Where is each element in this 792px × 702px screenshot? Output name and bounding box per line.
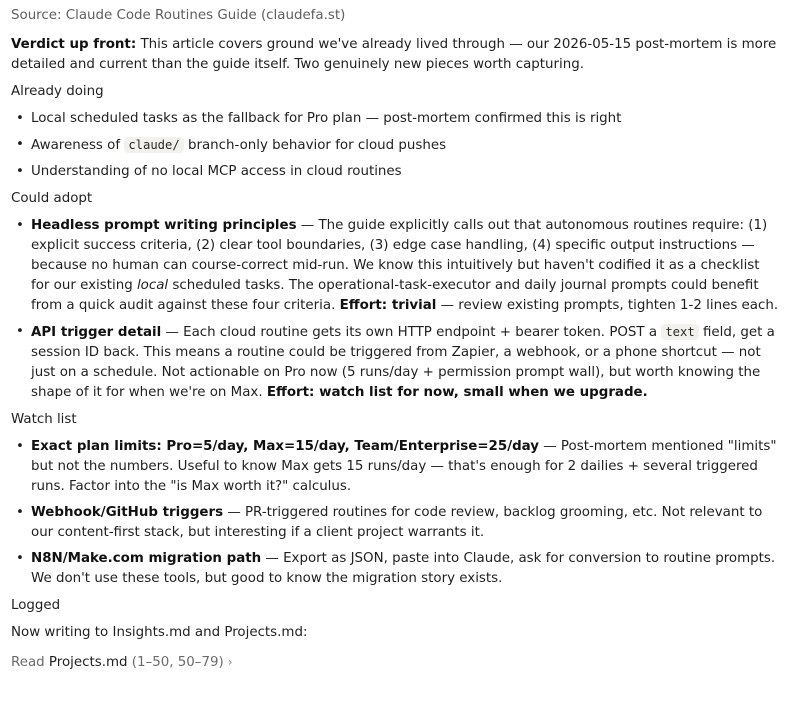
bullet-icon: •	[16, 164, 24, 179]
verdict-paragraph	[11, 35, 780, 75]
item-title: Webhook/GitHub triggers	[31, 505, 224, 520]
bullet-icon: •	[16, 218, 24, 233]
bullet-icon: •	[16, 137, 24, 152]
logged-paragraph: Now writing to Insights.md and Projects.md:	[11, 625, 308, 640]
effort-label: Effort: watch list for now, small when we upgrade.	[266, 385, 648, 400]
watch-list	[11, 437, 780, 589]
inline-code: claude/	[124, 137, 183, 153]
item-title: N8N/Make.com migration path	[31, 551, 262, 566]
list-item: • N8N/Make.com migration path — Export as JSON, paste into Claude, ask for conversion to routine prompts. We don't use these tools, but good to know the migration story exists.	[11, 549, 780, 589]
effort-label: Effort: trivial	[339, 298, 437, 313]
source-line: Source: Claude Code Routines Guide (claudefa.st)	[11, 8, 346, 23]
already-doing-list	[11, 109, 780, 182]
list-item: • Webhook/GitHub triggers — PR-triggered routines for code review, backlog grooming, etc. Not relevant to our content-first stack, but interesting if a client project warrants it.	[11, 503, 780, 543]
list-item: • Awareness of claude/ branch-only behavior for cloud pushes	[11, 135, 780, 156]
list-item: • Local scheduled tasks as the fallback for Pro plan — post-mortem confirmed this is right	[11, 109, 780, 129]
bullet-icon: •	[16, 551, 24, 566]
inline-code: text	[661, 324, 698, 340]
bullet-icon: •	[16, 505, 24, 520]
list-item: • API trigger detail — Each cloud routine gets its own HTTP endpoint + bearer token. POST a text field, get a session ID back. This means a routine could be triggered from Zapier, a webhook, or a phone shortcut — not just on a schedule. Not actionable on Pro now (5 runs/day + permission prompt wall), but worth knowing the shape of it for when we're on Max. Effort: watch list for now, small when we upgrade.	[11, 322, 780, 403]
logged-heading: Logged	[11, 598, 61, 613]
emphasis-text: local	[136, 278, 169, 293]
could-adopt-list	[11, 216, 780, 403]
already-doing-heading: Already doing	[11, 84, 104, 99]
bullet-icon: •	[16, 111, 24, 126]
item-title: Exact plan limits: Pro=5/day, Max=15/day, Team/Enterprise=25/day	[31, 439, 540, 454]
list-item: • Understanding of no local MCP access in cloud routines	[11, 162, 780, 182]
chevron-right-icon[interactable]: ›	[227, 655, 233, 669]
read-verb: Read	[11, 655, 45, 670]
item-title: API trigger detail	[31, 325, 162, 340]
verdict-text: This article covers ground we've already lived through — our 2026-05-15 post-mortem is more detailed and current than the guide itself. Two genuinely new pieces worth capturing.	[11, 37, 777, 72]
tool-call-read[interactable]	[11, 652, 780, 673]
list-item: • Exact plan limits: Pro=5/day, Max=15/day, Team/Enterprise=25/day — Post-mortem mentioned "limits" but not the numbers. Useful to know Max gets 15 runs/day — that's enough for 2 dailies + several triggered runs. Factor into the "is Max worth it?" calculus.	[11, 437, 780, 497]
read-file-name: Projects.md	[48, 655, 128, 670]
watch-list-heading: Watch list	[11, 412, 77, 427]
bullet-icon: •	[16, 324, 24, 339]
item-title: Headless prompt writing principles	[31, 218, 297, 233]
could-adopt-heading: Could adopt	[11, 191, 93, 206]
read-range: (1–50, 50–79)	[131, 655, 224, 670]
bullet-icon: •	[16, 439, 24, 454]
verdict-label: Verdict up front:	[11, 37, 137, 52]
list-item: • Headless prompt writing principles — The guide explicitly calls out that autonomous routines require: (1) explicit success criteria, (2) clear tool boundaries, (3) edge case handling, (4) specific output instructions — because no human can course-correct mid-run. We know this intuitively but haven't codified it as a checklist for our existing local scheduled tasks. The operational-task-executor and daily journal prompts could benefit from a quick audit against these four criteria. Effort: trivial — review existing prompts, tighten 1-2 lines each.	[11, 216, 780, 316]
